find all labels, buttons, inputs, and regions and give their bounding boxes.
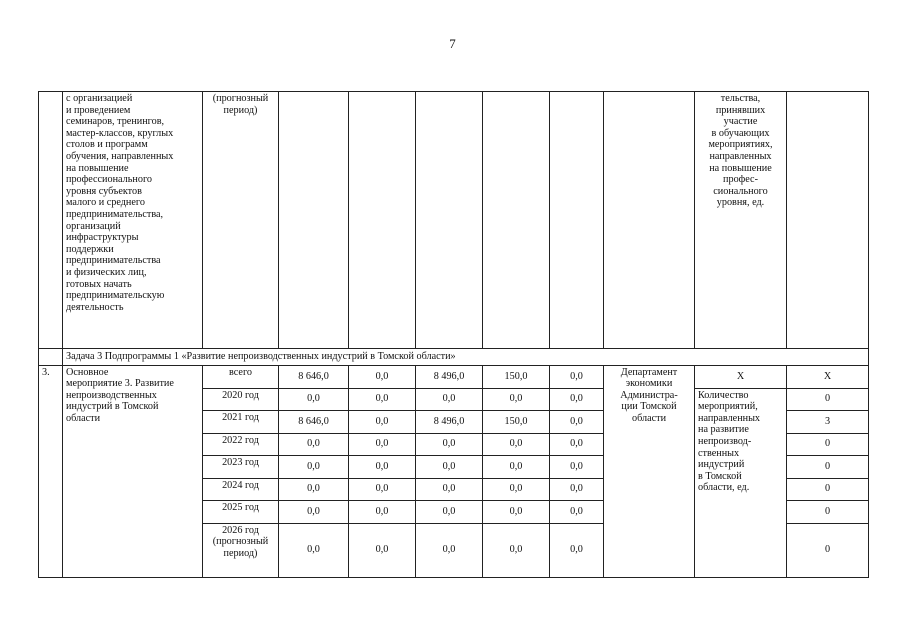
- local-cell: 0,0: [483, 523, 550, 577]
- activity-name: Основное мероприятие 3. Развитие непроизводственных индустрий в Томской области: [63, 365, 203, 577]
- other-cell: 0,0: [550, 433, 604, 455]
- federal-cell: 0,0: [349, 478, 416, 500]
- year-cell: 2021 год: [203, 410, 279, 433]
- total-cell: 8 646,0: [279, 365, 349, 388]
- regional-cell: 8 496,0: [416, 365, 483, 388]
- other-cell: 0,0: [550, 478, 604, 500]
- value-cell: 0: [787, 455, 869, 478]
- federal-cell: 0,0: [349, 365, 416, 388]
- total-cell: 0,0: [279, 478, 349, 500]
- total-cell: 8 646,0: [279, 410, 349, 433]
- value-cell: 0: [787, 500, 869, 523]
- activity-number: 3.: [39, 365, 63, 577]
- federal-cell: 0,0: [349, 455, 416, 478]
- regional-cell: 0,0: [416, 455, 483, 478]
- local-cell: 150,0: [483, 365, 550, 388]
- federal-cell: 0,0: [349, 410, 416, 433]
- indicator-description: тельства, принявших участие в обучающих мероприятиях, направленных на повышение профес- сионального уровня, ед.: [695, 92, 787, 349]
- local-cell: 0,0: [483, 388, 550, 410]
- total-cell: 0,0: [279, 500, 349, 523]
- continuation-row: [39, 92, 869, 349]
- total-cell: 0,0: [279, 388, 349, 410]
- local-cell: 0,0: [483, 500, 550, 523]
- local-cell: 0,0: [483, 433, 550, 455]
- program-table: [38, 91, 869, 578]
- year-cell: всего: [203, 365, 279, 388]
- other-cell: 0,0: [550, 523, 604, 577]
- regional-cell: 0,0: [416, 478, 483, 500]
- executor: Департамент экономики Администра- ции Томской области: [604, 365, 695, 577]
- regional-cell: 0,0: [416, 433, 483, 455]
- total-cell: 0,0: [279, 523, 349, 577]
- indicator-name: Количество мероприятий, направленных на развитие непроизвод- ственных индустрий в Томской области, ед.: [695, 388, 787, 577]
- task-heading: Задача 3 Подпрограммы 1 «Развитие непроизводственных индустрий в Томской области»: [63, 349, 869, 366]
- other-cell: 0,0: [550, 500, 604, 523]
- year-cell: 2025 год: [203, 500, 279, 523]
- table-row: [39, 365, 869, 388]
- year-cell: 2023 год: [203, 455, 279, 478]
- value-cell: 3: [787, 410, 869, 433]
- federal-cell: 0,0: [349, 500, 416, 523]
- year-cell: 2026 год (прогнозный период): [203, 523, 279, 577]
- period-label: (прогнозный период): [203, 92, 279, 349]
- total-cell: 0,0: [279, 433, 349, 455]
- value-cell: 0: [787, 523, 869, 577]
- regional-cell: 0,0: [416, 523, 483, 577]
- regional-cell: 0,0: [416, 500, 483, 523]
- task-heading-row: [39, 349, 869, 366]
- value-cell: 0: [787, 388, 869, 410]
- federal-cell: 0,0: [349, 433, 416, 455]
- federal-cell: 0,0: [349, 523, 416, 577]
- indicator-cell: Х: [695, 365, 787, 388]
- regional-cell: 0,0: [416, 388, 483, 410]
- federal-cell: 0,0: [349, 388, 416, 410]
- year-cell: 2020 год: [203, 388, 279, 410]
- year-cell: 2022 год: [203, 433, 279, 455]
- page-number: 7: [449, 36, 456, 51]
- local-cell: 0,0: [483, 455, 550, 478]
- other-cell: 0,0: [550, 410, 604, 433]
- other-cell: 0,0: [550, 365, 604, 388]
- other-cell: 0,0: [550, 388, 604, 410]
- value-cell: 0: [787, 478, 869, 500]
- regional-cell: 8 496,0: [416, 410, 483, 433]
- local-cell: 150,0: [483, 410, 550, 433]
- total-cell: 0,0: [279, 455, 349, 478]
- local-cell: 0,0: [483, 478, 550, 500]
- other-cell: 0,0: [550, 455, 604, 478]
- year-cell: 2024 год: [203, 478, 279, 500]
- value-cell: 0: [787, 433, 869, 455]
- value-cell: Х: [787, 365, 869, 388]
- activity-description: с организацией и проведением семинаров, тренингов, мастер-классов, круглых столов и программ обучения, направленных на повышение профессионального уровня субъектов малого и среднего предпринимательства, организаций инфраструктуры поддержки предпринимательства и физических лиц, готовых начать предпринимательскую деятельность: [63, 92, 203, 349]
